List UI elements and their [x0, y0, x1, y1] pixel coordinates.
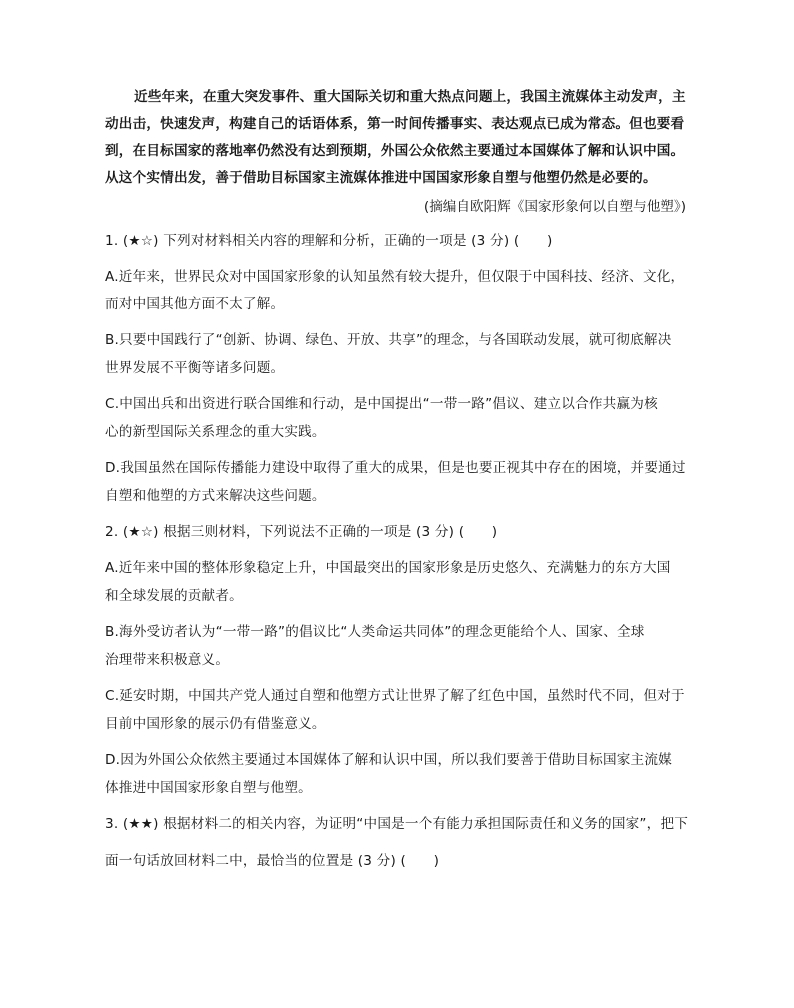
- question-2-stem: 2. (★☆) 根据三则材料，下列说法不正确的一项是 (3 分) ( ): [105, 524, 498, 540]
- question-2-option-c-line-1: C.延安时期，中国共产党人通过自塑和他塑方式让世界了解了红色中国，虽然时代不同，但对于: [105, 688, 685, 704]
- question-2-option-a-line-1: A.近年来中国的整体形象稳定上升，中国最突出的国家形象是历史悠久、充满魅力的东方大国: [105, 560, 671, 576]
- question-1-option-d-line-2: 自塑和他塑的方式来解决这些问题。: [105, 488, 326, 504]
- question-1-option-c-line-1: C.中国出兵和出资进行联合国维和行动，是中国提出“一带一路”倡议、建立以合作共赢为核: [105, 396, 658, 412]
- question-2-option-b-line-2: 治理带来积极意义。: [105, 652, 230, 668]
- question-3-stem-line-2: 面一句话放回材料二中，最恰当的位置是 (3 分) ( ): [105, 853, 440, 869]
- question-1-option-c-line-2: 心的新型国际关系理念的重大实践。: [105, 424, 326, 440]
- passage-source: (摘编自欧阳辉《国家形象何以自塑与他塑》): [423, 199, 686, 215]
- question-1-option-a-line-1: A.近年来，世界民众对中国国家形象的认知虽然有较大提升，但仅限于中国科技、经济、文化，: [105, 269, 685, 285]
- question-2-option-d-line-1: D.因为外国公众依然主要通过本国媒体了解和认识中国，所以我们要善于借助目标国家主流媒: [105, 752, 672, 768]
- passage-line-3: 到，在目标国家的落地率仍然没有达到预期，外国公众依然主要通过本国媒体了解和认识中国。: [105, 143, 685, 159]
- passage-line-2: 动出击，快速发声，构建自己的话语体系，第一时间传播事实、表达观点已成为常态。但也要看: [105, 116, 685, 132]
- question-2-option-b-line-1: B.海外受访者认为“一带一路”的倡议比“人类命运共同体”的理念更能给个人、国家、全球: [105, 624, 645, 640]
- question-1-option-b-line-1: B.只要中国践行了“创新、协调、绿色、开放、共享”的理念，与各国联动发展，就可彻底解决: [105, 332, 672, 348]
- question-1-option-d-line-1: D.我国虽然在国际传播能力建设中取得了重大的成果，但是也要正视其中存在的困境，并要通过: [105, 460, 686, 476]
- question-1-option-a-line-2: 而对中国其他方面不太了解。: [105, 296, 285, 312]
- question-2-option-a-line-2: 和全球发展的贡献者。: [105, 588, 243, 604]
- passage-line-1: 近些年来，在重大突发事件、重大国际关切和重大热点问题上，我国主流媒体主动发声，主: [134, 89, 686, 105]
- question-1-option-b-line-2: 世界发展不平衡等诸多问题。: [105, 360, 285, 376]
- question-3-stem-line-1: 3. (★★) 根据材料二的相关内容，为证明“中国是一个有能力承担国际责任和义务的国家”，把下: [105, 816, 689, 832]
- question-2-option-d-line-2: 体推进中国国家形象自塑与他塑。: [105, 780, 312, 796]
- question-2-option-c-line-2: 目前中国形象的展示仍有借鉴意义。: [105, 716, 326, 732]
- question-1-stem: 1. (★☆) 下列对材料相关内容的理解和分析，正确的一项是 (3 分) ( ): [105, 233, 553, 249]
- passage-line-4: 从这个实情出发，善于借助目标国家主流媒体推进中国国家形象自塑与他塑仍然是必要的。: [105, 170, 657, 186]
